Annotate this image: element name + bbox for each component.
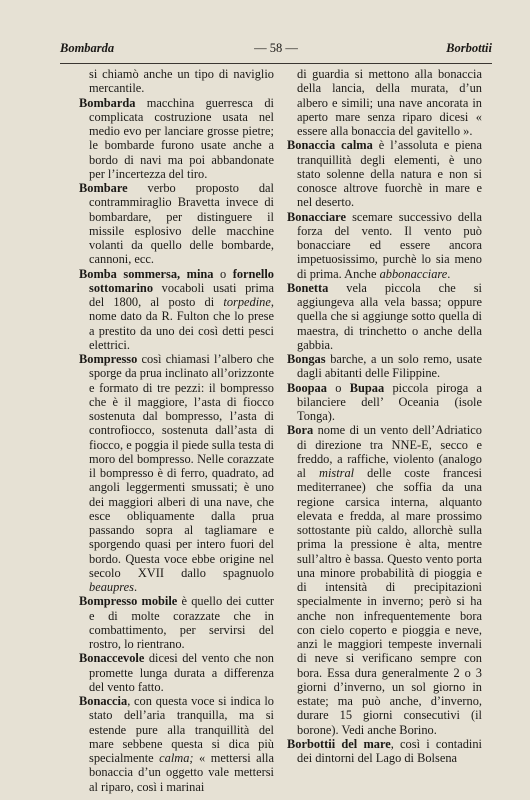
dictionary-entry	[287, 67, 482, 138]
right-column	[287, 67, 482, 765]
dictionary-entry	[287, 281, 482, 352]
entry-headword: Bomba sommersa, mina	[79, 266, 214, 281]
entry-text: , così i contadini dei dintorni del Lago di Bolsena	[297, 736, 482, 765]
dictionary-entry	[79, 694, 274, 794]
dictionary-entry	[79, 181, 274, 267]
entry-text: vocaboli usati prima del 1800, al posto di	[89, 280, 274, 309]
entry-headword: Bupaa	[349, 380, 385, 395]
dictionary-entry	[79, 96, 274, 182]
entry-text: così chiamasi l’albero che sporge da prua inclinato all’orizzonte e formato di tre pezzi: il bompresso che è il maggiore, l’asta di fiocco sostenuta dal bompresso, l’asta di controfiocco, sostenuta dall’asta di fiocco, e poggia il piede sulla testa di moro del bompresso. Nelle corazzate il bompresso è di ferro, quadrato, ad angoli leggermenti smussati; è uno dei maggiori alberi di una nave, che esce obliquamente dalla prua passando sopra al tagliamare e sporgendo quasi per intero fuori del bordo. Questa voce ebbe origine nel secolo XVII dallo spagnuolo	[89, 352, 274, 580]
entry-text: dicesi del vento che non promette lunga durata a differenza del vento fatto.	[89, 651, 274, 694]
entry-headword: Bonaccia calma	[287, 138, 373, 153]
entry-text: macchina guerresca di complicata costruzione usata nel medio evo per lanciare grosse pietre; le bombarde furono usate anche a bordo di navi ma poi abbandonate per l’incertezza del tiro.	[89, 95, 274, 181]
dictionary-entry	[287, 210, 482, 281]
dictionary-entry	[79, 651, 274, 694]
header-right-guideword: Borbottii	[446, 41, 492, 55]
entry-text: « mettersi alla bonaccia d’un oggetto vale mettersi al riparo, così i marinai	[89, 751, 274, 794]
entry-italic-term: mistral	[319, 466, 355, 480]
entry-text: di guardia si mettono alla bonaccia della lancia, della murata, d’un albero e simili; una nave ancorata in aperto mare senza riparo dicesi « essere alla bonaccia del gavitello ».	[297, 67, 482, 138]
entry-headword: Bora	[287, 423, 314, 438]
left-column	[79, 67, 274, 794]
header-left-guideword: Bombarda	[60, 41, 115, 55]
dictionary-entry	[287, 381, 482, 424]
dictionary-entry	[287, 138, 482, 209]
entry-text: delle coste francesi mediterranee) che soffia da una regione carsica interna, alquanto elevata e fredda, al mare prossimo sottostante più caldo, allorchè sulla prima la pressione è alta, mentre sull’altro è bassa. Questo vento porta una minore probabilità di pioggia e di intensità di precipitazioni specialmente in inverno; però si ha anche non infrequentemente bora con cielo coperto e pioggia e neve, anzi le maggiori tempeste invernali di neve si verificano sempre con bora. Essa dura generalmente 2 o 3 giorni d’inverno, un sol giorno in estate; ma può anche, d’inverno, durare 15 giorni consecutivi (il borone). Vedi anche Borino.	[297, 466, 483, 737]
entry-headword: Bonetta	[287, 280, 329, 295]
dictionary-entry	[287, 737, 482, 766]
entry-italic-term: torpedine	[223, 295, 271, 309]
entry-text: è l’assoluta e piena tranquillità degli elementi, è uno stato solenne della natura e non si conosce altrove fuorchè in mare e nel deserto.	[297, 138, 482, 210]
entry-text: barche, a un solo remo, usate dagli abitanti delle Filippine.	[297, 352, 482, 381]
page-number: — 58 —	[254, 41, 298, 55]
entry-headword: Bompresso mobile	[79, 594, 178, 609]
entry-headword: fornello sottomarino	[89, 266, 274, 295]
entry-headword: Boopaa	[287, 380, 327, 395]
entry-text: o	[213, 266, 233, 281]
entry-text: nome di un vento dell’Adriatico di direzione tra NNE-E, secco e freddo, a raffiche, violento (analogo al	[297, 423, 482, 480]
entry-text: scemare successivo della forza del vento. Il vento può bonacciare ed essere ancora impetuosissimo, purchè lo sia meno di prima. Anche	[297, 209, 482, 281]
entry-text: , con questa voce si indica lo stato dell’aria tranquilla, ma si estende pure alla tranquillità del mare sebbene questa si dica più specialmente	[89, 694, 274, 765]
entry-text: .	[133, 580, 138, 594]
entry-headword: Bonacciare	[287, 209, 346, 224]
entry-text: è quello dei cutter e di molte corazzate che in combattimento, per servirsi del rostro, lo rientrano.	[89, 594, 274, 651]
entry-text: piccola piroga a bilanciere dell’ Oceania (isole Tonga).	[297, 380, 482, 423]
entry-text: .	[447, 266, 451, 281]
entry-headword: Bongas	[287, 352, 326, 366]
entry-italic-term: beaupres	[89, 580, 134, 594]
entry-italic-term: abbonacciare	[379, 266, 448, 281]
entry-text: vela piccola che si aggiungeva alla vela bassa; oppure quella che si aggiunge sotto quella di maestra, di trinchetto o anche della gabbia.	[297, 280, 482, 352]
entry-headword: Bonaccia	[79, 694, 128, 708]
entry-headword: Bombarda	[79, 95, 136, 110]
dictionary-entry	[79, 594, 274, 651]
entry-text: verbo proposto dal contrammiraglio Bravetta invece di bombardare, per distinguere il missile esplosivo delle macchine volanti da quello delle bombarde, cannoni, ecc.	[89, 181, 274, 267]
dictionary-entry	[79, 267, 274, 353]
header-rule	[60, 63, 492, 64]
dictionary-entry	[79, 352, 274, 594]
entry-headword: Bombare	[79, 181, 128, 195]
running-header	[60, 41, 492, 61]
entry-headword: Borbottii del mare	[287, 736, 391, 751]
entry-text: o	[326, 380, 350, 395]
dictionary-entry	[287, 352, 482, 381]
dictionary-entry	[287, 423, 482, 737]
entry-text: si chiamò anche un tipo di naviglio mercantile.	[89, 67, 274, 96]
dictionary-entry	[79, 67, 274, 96]
entry-headword: Bompresso	[79, 352, 138, 366]
entry-headword: Bonaccevole	[79, 651, 145, 666]
entry-italic-term: calma;	[159, 751, 194, 765]
entry-text: , nome dato da R. Fulton che lo prese a prestito da uno dei così detti pesci elettrici.	[89, 295, 274, 352]
